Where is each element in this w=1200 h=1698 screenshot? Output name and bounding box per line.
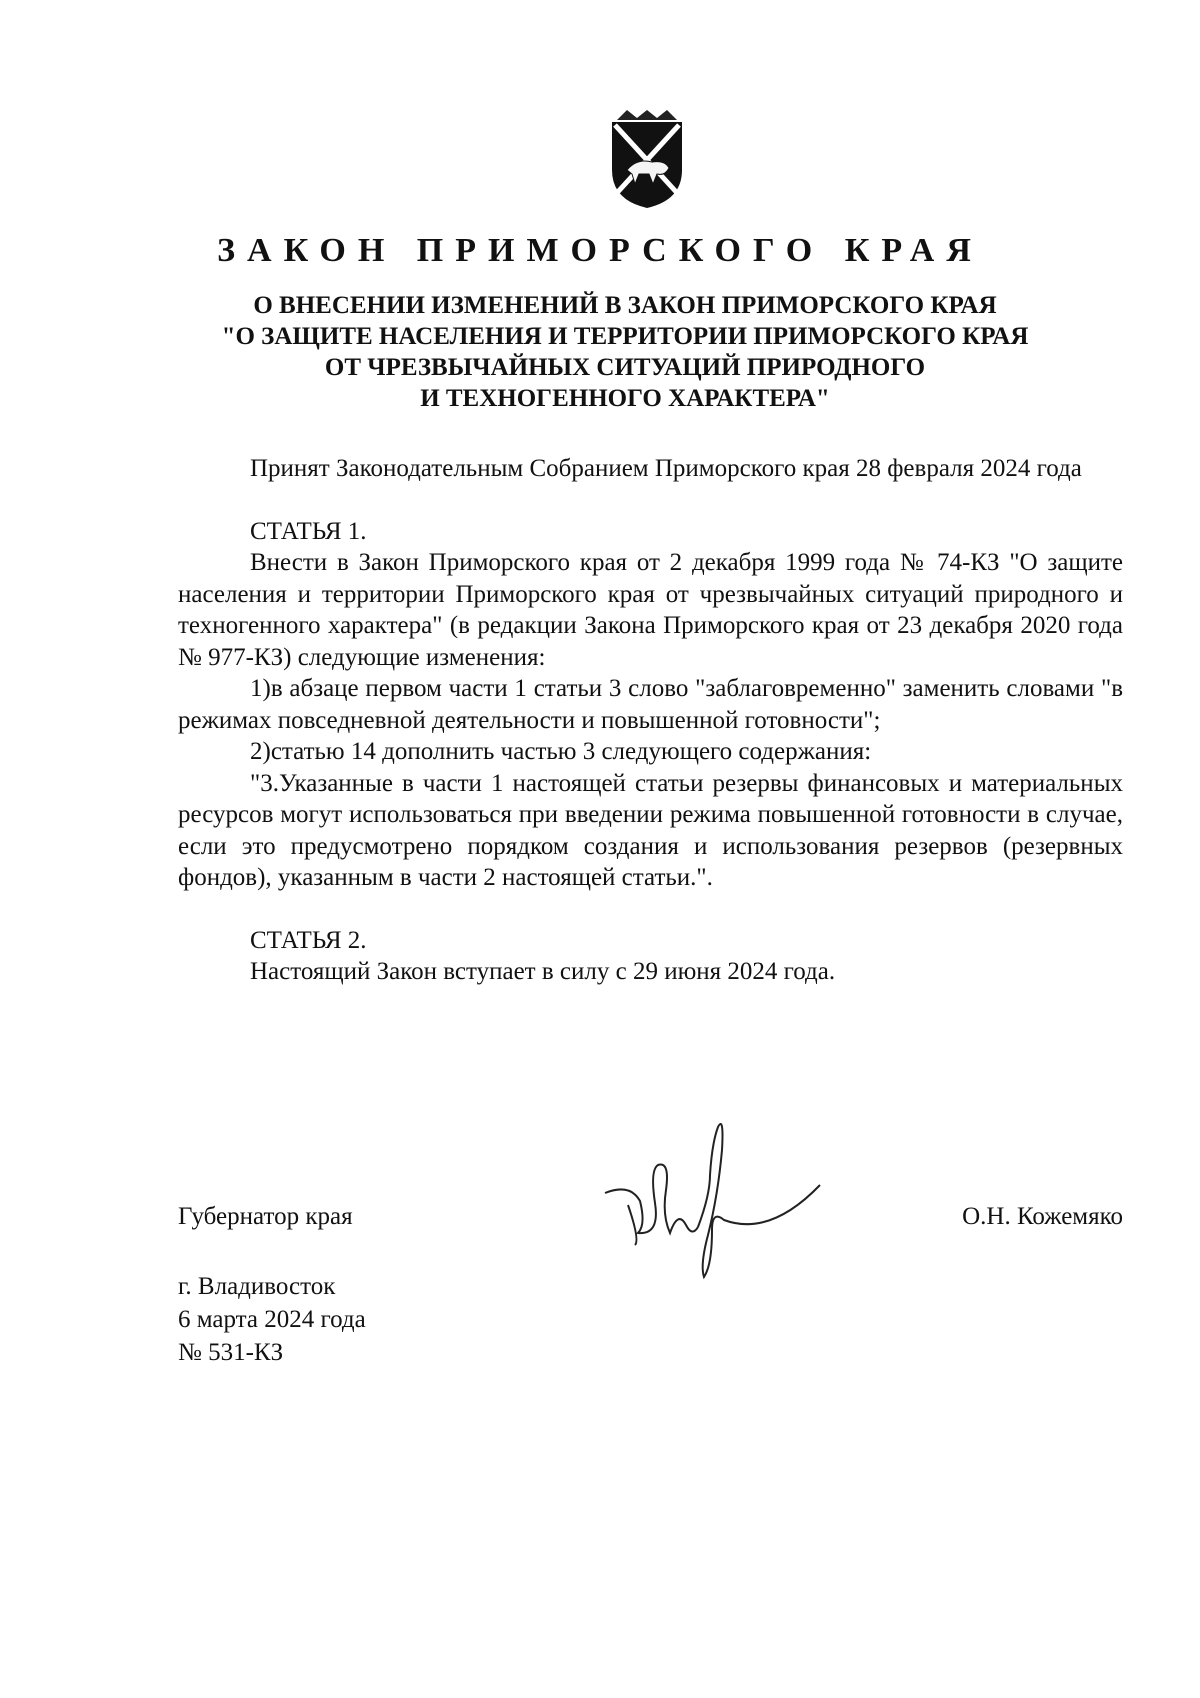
signatory-title: Губернатор края: [178, 1203, 353, 1230]
article-1-quote: "3.Указанные в части 1 настоящей статьи резервы финансовых и материальных ресурсов могут использоваться при введении режима повышенной готовности в случае, если это предусмотрено порядком создания и использования резервов (резервных фондов), указанным в части 2 настоящей статьи.".: [178, 769, 1123, 891]
document-footer: [178, 1270, 366, 1369]
title-line: ОТ ЧРЕЗВЫЧАЙНЫХ СИТУАЦИЙ ПРИРОДНОГО: [324, 354, 926, 381]
title-line: О ВНЕСЕНИИ ИЗМЕНЕНИЙ В ЗАКОН ПРИМОРСКОГО КРАЯ: [253, 292, 997, 319]
title-line: И ТЕХНОГЕННОГО ХАРАКТЕРА": [420, 385, 830, 412]
signing-date: 6 марта 2024 года: [178, 1306, 366, 1333]
law-number: № 531-КЗ: [178, 1339, 284, 1366]
coat-of-arms-icon: [607, 110, 687, 210]
article-2-text: Настоящий Закон вступает в силу с 29 июня 2024 года.: [250, 958, 836, 985]
law-type-title: ЗАКОН ПРИМОРСКОГО КРАЯ: [217, 232, 983, 269]
handwritten-signature-icon: [600, 1115, 830, 1290]
adoption-note: Принят Законодательным Собранием Приморского края 28 февраля 2024 года: [250, 455, 1082, 482]
article-1-item-1: 1)в абзаце первом части 1 статьи 3 слово "заблаговременно" заменить словами "в режимах повседневной деятельности и повышенной готовности";: [178, 675, 1123, 734]
signing-city: г. Владивосток: [178, 1273, 336, 1300]
law-title: [150, 290, 1100, 414]
title-line: "О ЗАЩИТЕ НАСЕЛЕНИЯ И ТЕРРИТОРИИ ПРИМОРСКОГО КРАЯ: [221, 323, 1029, 350]
article-2-heading: СТАТЬЯ 2.: [250, 926, 367, 954]
law-body: [178, 453, 1123, 988]
article-1-intro: Внести в Закон Приморского края от 2 декабря 1999 года № 74-КЗ "О защите населения и территории Приморского края от чрезвычайных ситуаций природного и техногенного характера" (в редакции Закона Приморского края от 23 декабря 2020 года № 977-КЗ) следующие изменения:: [178, 549, 1123, 671]
signatory-name: О.Н. Кожемяко: [962, 1203, 1123, 1230]
article-1-heading: СТАТЬЯ 1.: [250, 517, 367, 545]
article-1-item-2: 2)статью 14 дополнить частью 3 следующего содержания:: [250, 738, 872, 765]
